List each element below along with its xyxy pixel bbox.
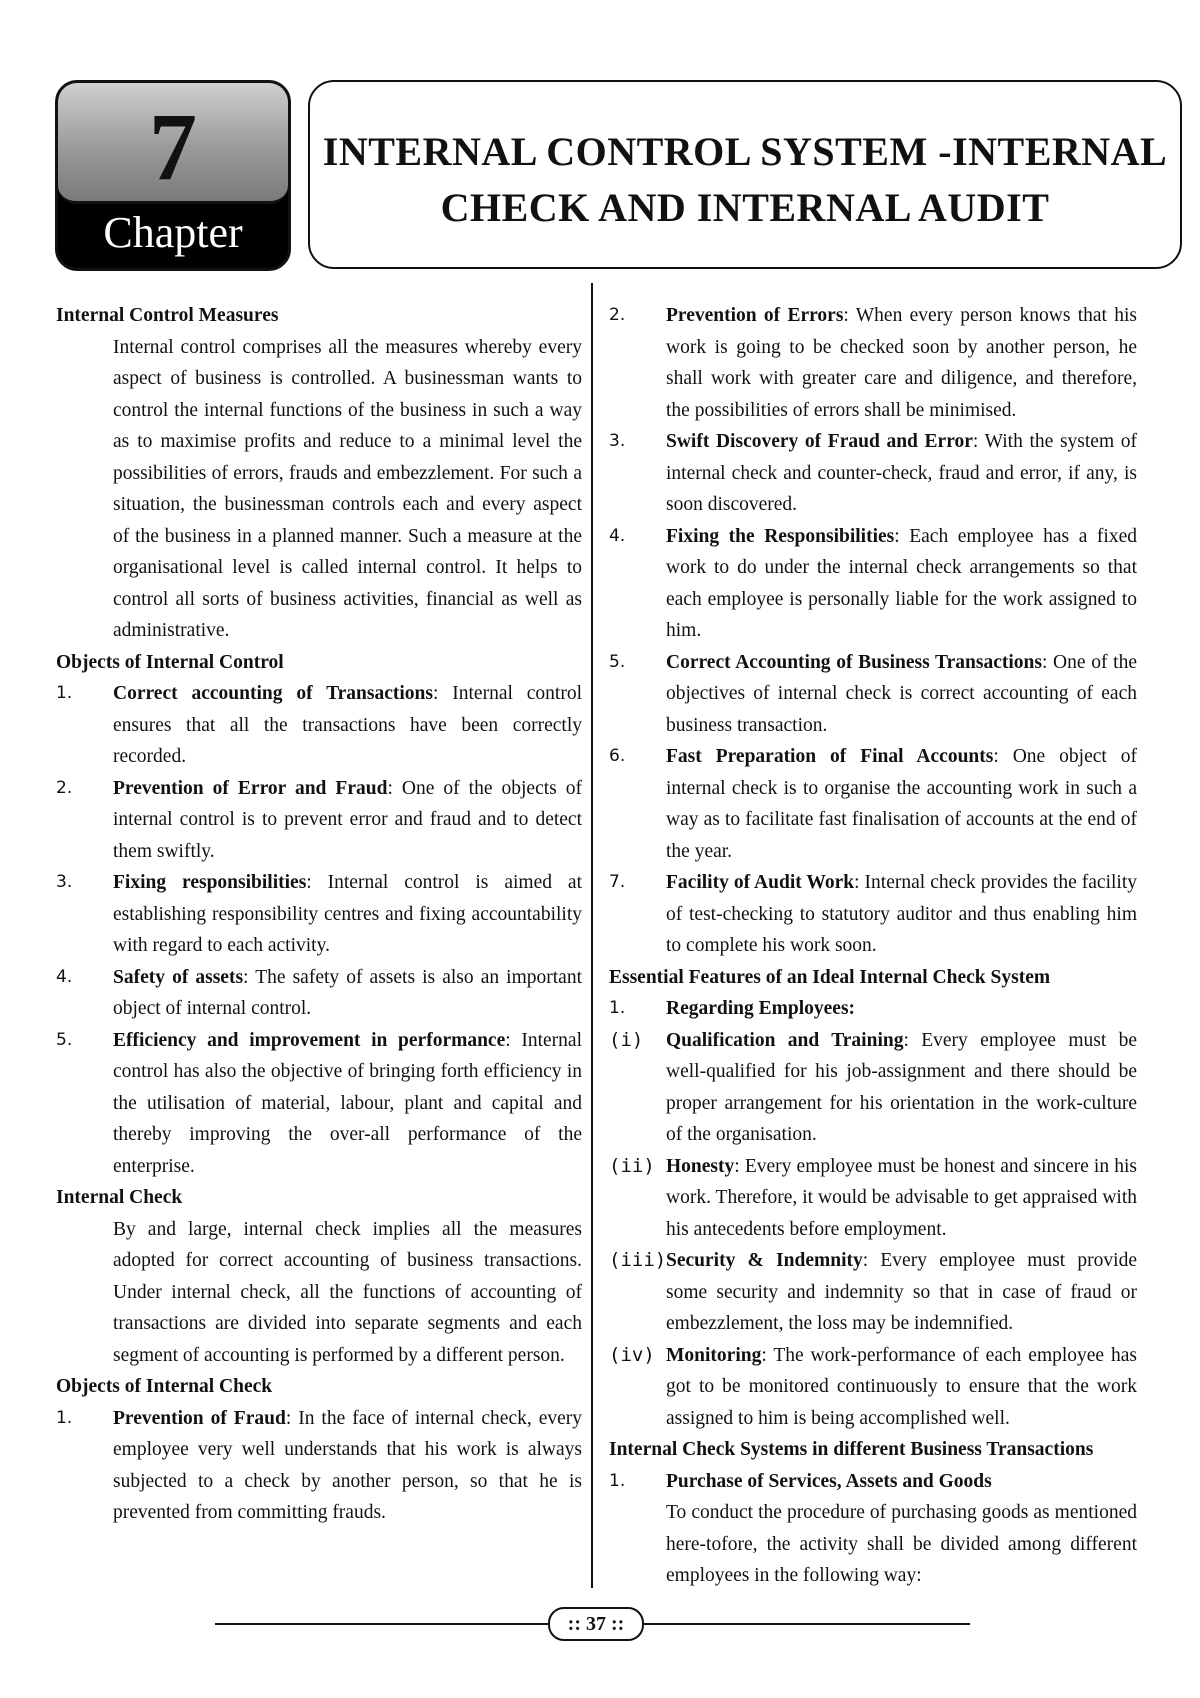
item-text: : With the system of internal check and counter-check, fraud and error, if any, is soon discovered. bbox=[666, 431, 1138, 515]
item-text: : Internal control has also the objective of bringing forth efficiency in the utilisation of material, labour, plant and capital and thereby improving the over-all performance of the enterprise. bbox=[113, 1029, 582, 1177]
section-heading: Essential Features of an Ideal Internal Check System bbox=[609, 966, 1051, 988]
chapter-title-line-2: CHECK AND INTERNAL AUDIT bbox=[440, 185, 1050, 230]
list-item bbox=[56, 962, 582, 1025]
paragraph: By and large, internal check implies all the measures adopted for correct accounting of business transactions. Under internal check, all the functions of accounting of transactions are divided into separate segments and each segment of accounting is performed by a different person. bbox=[113, 1218, 582, 1366]
section-heading: Internal Check Systems in different Business Transactions bbox=[609, 1439, 1094, 1460]
item-lead: Prevention of Errors bbox=[666, 305, 844, 326]
left-column bbox=[56, 300, 582, 1529]
item-text: : One of the objects of internal control is to prevent error and fraud and to detect them swiftly. bbox=[113, 777, 582, 862]
paragraph: Internal control comprises all the measures whereby every aspect of business is controlled. A businessman wants to control the internal functions of the business in such a way as to maximise profits and reduce to a minimal level the possibilities of errors, frauds and embezzlement. For such a situation, the businessman controls each and every aspect of the business in a planned manner. Such a measure at the organisational level is called internal control. It helps to control all sorts of business activities, financial as well as administrative. bbox=[113, 336, 582, 641]
list-item bbox=[609, 1245, 1137, 1340]
chapter-label: Chapter bbox=[103, 208, 243, 257]
item-lead: Fixing the Responsibilities bbox=[666, 525, 895, 547]
list-number: 5. bbox=[609, 651, 626, 672]
item-lead: Swift Discovery of Fraud and Error bbox=[666, 431, 973, 452]
list-number: 6. bbox=[609, 746, 626, 766]
item-text: : Internal control ensures that all the transactions have been correctly recorded. bbox=[113, 683, 582, 767]
item-lead: Security & Indemnity bbox=[666, 1250, 863, 1271]
item-lead: Honesty bbox=[666, 1155, 735, 1177]
chapter-number: 7 bbox=[149, 93, 197, 200]
list-number: 1. bbox=[609, 1470, 626, 1491]
list-number: 2. bbox=[609, 305, 626, 325]
chapter-title-line-1: INTERNAL CONTROL SYSTEM -INTERNAL bbox=[322, 129, 1168, 174]
list-item bbox=[609, 426, 1137, 521]
item-lead: Prevention of Error and Fraud bbox=[113, 777, 388, 799]
list-item bbox=[609, 1025, 1137, 1151]
item-text: : When every person knows that his work is going to be checked soon by another person, he shall work with greater care and diligence, and therefore, the possibilities of errors shall be minimised. bbox=[666, 305, 1138, 421]
list-number: 4. bbox=[56, 966, 73, 987]
section-heading: Internal Control Measures bbox=[56, 305, 279, 326]
item-text: : One object of internal check is to organise the accounting work in such a way as to facilitate fast finalisation of accounts at the end of the year. bbox=[666, 746, 1138, 862]
list-number: 7. bbox=[609, 872, 626, 892]
list-number: (i) bbox=[609, 1028, 644, 1051]
item-text: : Internal check provides the facility of test-checking to statutory auditor and thus enabling him to complete his work soon. bbox=[666, 872, 1137, 956]
item-lead: Monitoring bbox=[666, 1344, 762, 1366]
chapter-badge bbox=[55, 80, 291, 271]
list-item bbox=[609, 1340, 1137, 1435]
list-number: 5. bbox=[56, 1029, 73, 1050]
footer-rule-left bbox=[215, 1623, 550, 1625]
item-lead: Fast Preparation of Final Accounts bbox=[666, 746, 994, 767]
list-item bbox=[56, 773, 582, 868]
item-lead: Regarding Employees: bbox=[666, 998, 856, 1019]
section-heading: Internal Check bbox=[56, 1187, 183, 1208]
column-divider bbox=[591, 283, 593, 1588]
list-number: 1. bbox=[609, 998, 626, 1018]
item-text: : Every employee must be honest and sincere in his work. Therefore, it would be advisable to get appraised with his antecedents before employment. bbox=[666, 1155, 1137, 1240]
list-item bbox=[56, 867, 582, 962]
list-number: (iv) bbox=[609, 1343, 655, 1366]
objects-internal-check-list bbox=[609, 300, 1137, 962]
list-item bbox=[609, 1466, 1137, 1498]
item-lead: Fixing responsibilities bbox=[113, 872, 307, 893]
right-column bbox=[609, 300, 1137, 1592]
list-number: 3. bbox=[609, 431, 626, 451]
list-item bbox=[609, 300, 1137, 426]
objects-internal-control-list bbox=[56, 678, 582, 1182]
item-text: : Every employee must provide some security and indemnity so that in case of fraud or embezzlement, the loss may be indemnified. bbox=[666, 1250, 1137, 1334]
section-heading: Objects of Internal Check bbox=[56, 1376, 273, 1397]
item-text: : In the face of internal check, every employee very well understands that his work is always subjected to a check by another person, so that he is prevented from committing frauds. bbox=[113, 1407, 582, 1523]
list-item bbox=[609, 647, 1137, 742]
paragraph: To conduct the procedure of purchasing goods as mentioned here-tofore, the activity shall be divided among different employees in the following way: bbox=[666, 1502, 1137, 1586]
list-number: 1. bbox=[56, 683, 73, 703]
item-text: : One of the objectives of internal check is correct accounting of each business transaction. bbox=[666, 651, 1137, 736]
features-list bbox=[609, 1025, 1137, 1435]
list-item bbox=[56, 678, 582, 773]
footer-rule-right bbox=[640, 1623, 970, 1625]
list-number: 2. bbox=[56, 777, 73, 798]
item-lead: Qualification and Training bbox=[666, 1029, 904, 1051]
item-lead: Prevention of Fraud bbox=[113, 1407, 286, 1429]
list-number: (ii) bbox=[609, 1154, 655, 1177]
item-text: : Internal control is aimed at establishing responsibility centres and fixing accountability with regard to each activity. bbox=[113, 872, 582, 956]
list-number: 1. bbox=[56, 1407, 73, 1428]
list-item bbox=[609, 867, 1137, 962]
list-number: 4. bbox=[609, 525, 626, 546]
item-text: : The safety of assets is also an important object of internal control. bbox=[113, 966, 582, 1019]
item-text: : The work-performance of each employee has got to be monitored continuously to ensure that the work assigned to him is being accomplished well. bbox=[666, 1344, 1137, 1429]
list-number: 3. bbox=[56, 872, 73, 892]
chapter-title bbox=[310, 124, 1180, 236]
list-number: (iii) bbox=[609, 1249, 667, 1271]
item-lead: Correct accounting of Transactions bbox=[113, 683, 433, 704]
item-text: : Each employee has a fixed work to do under the internal check arrangements so that each employee is personally liable for the work assigned to him. bbox=[666, 525, 1137, 641]
section-heading: Objects of Internal Control bbox=[56, 651, 284, 673]
list-item bbox=[609, 521, 1137, 647]
item-lead: Safety of assets bbox=[113, 966, 244, 988]
chapter-title-box bbox=[308, 80, 1182, 269]
list-item bbox=[56, 1403, 582, 1529]
item-text: : Every employee must be well-qualified for his job-assignment and there should be proper arrangement for his orientation in the work-culture of the organisation. bbox=[666, 1029, 1138, 1145]
item-lead: Purchase of Services, Assets and Goods bbox=[666, 1470, 992, 1492]
list-item bbox=[609, 1151, 1137, 1246]
list-item bbox=[609, 993, 1137, 1025]
list-item bbox=[609, 741, 1137, 867]
item-lead: Facility of Audit Work bbox=[666, 872, 855, 893]
page-number: :: 37 :: bbox=[548, 1607, 644, 1641]
list-item bbox=[56, 1025, 582, 1183]
item-lead: Efficiency and improvement in performance bbox=[113, 1029, 506, 1051]
item-lead: Correct Accounting of Business Transactions bbox=[666, 651, 1042, 673]
